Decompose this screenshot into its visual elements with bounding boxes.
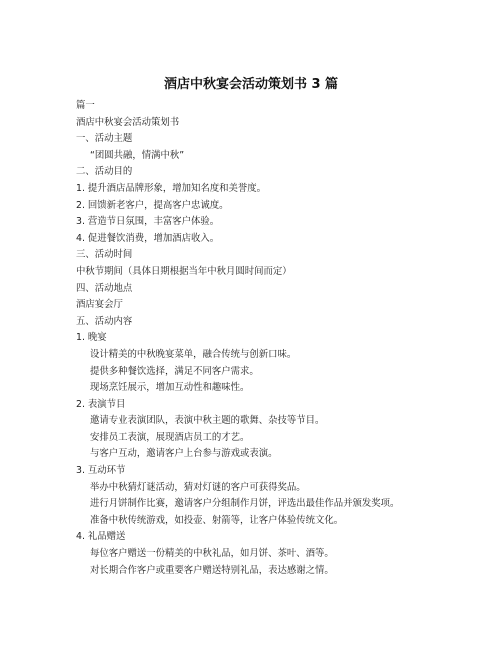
document-line: 设计精美的中秋晚宴菜单，融合传统与创新口味。 xyxy=(90,348,297,360)
document-line: 三、活动时间 xyxy=(76,249,133,261)
document-line: 与客户互动，邀请客户上台参与游戏或表演。 xyxy=(90,448,278,460)
document-title: 酒店中秋宴会活动策划书 3 篇 xyxy=(163,77,339,92)
document-line: 每位客户赠送一份精美的中秋礼品，如月饼、茶叶、酒等。 xyxy=(90,548,334,560)
document-line: 篇一 xyxy=(76,100,95,111)
document-line: 2. 表演节目 xyxy=(76,398,126,410)
document-line: 邀请专业表演团队，表演中秋主题的歌舞、杂技等节目。 xyxy=(90,415,325,427)
document-line: 3. 营造节日氛围，丰富客户体验。 xyxy=(76,216,220,228)
document-line: 4. 促进餐饮消费，增加酒店收入。 xyxy=(76,232,220,244)
document-line: 中秋节期间（具体日期根据当年中秋月圆时间而定） xyxy=(76,265,292,277)
document-line: 安排员工表演，展现酒店员工的才艺。 xyxy=(90,431,250,443)
document-line: 酒店中秋宴会活动策划书 xyxy=(76,116,180,128)
document-line: 准备中秋传统游戏，如投壶、射箭等，让客户体验传统文化。 xyxy=(90,514,344,526)
document-line: 四、活动地点 xyxy=(76,282,133,294)
document-line: 酒店宴会厅 xyxy=(76,299,123,311)
document-line: 3. 互动环节 xyxy=(76,465,126,477)
document-line: 对长期合作客户或重要客户赠送特别礼品，表达感谢之情。 xyxy=(90,564,334,576)
document-line: 一、活动主题 xyxy=(76,133,133,145)
document-line: “团圆共融，情满中秋” xyxy=(90,149,185,161)
document-line: 进行月饼制作比赛，邀请客户分组制作月饼，评选出最佳作品并颁发奖项。 xyxy=(90,498,400,510)
document-line: 4. 礼品赠送 xyxy=(76,531,126,543)
document-line: 举办中秋猜灯谜活动，猜对灯谜的客户可获得奖品。 xyxy=(90,481,306,493)
document-line: 现场烹饪展示，增加互动性和趣味性。 xyxy=(90,382,250,394)
document-line: 二、活动目的 xyxy=(76,166,133,178)
document-body xyxy=(76,98,476,579)
document-line: 五、活动内容 xyxy=(76,315,133,327)
document-line: 1. 提升酒店品牌形象，增加知名度和美誉度。 xyxy=(76,182,267,194)
document-line: 提供多种餐饮选择，满足不同客户需求。 xyxy=(90,365,259,377)
document-line: 1. 晚宴 xyxy=(76,332,107,344)
document-line: 2. 回馈新老客户，提高客户忠诚度。 xyxy=(76,199,229,211)
